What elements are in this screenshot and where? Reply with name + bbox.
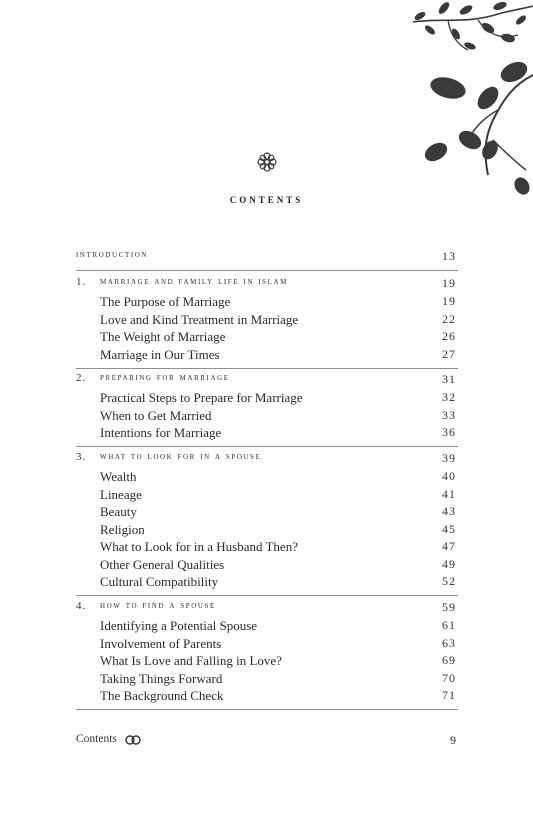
section-divider — [76, 368, 458, 369]
toc-entry-page: 49 — [442, 556, 456, 571]
toc-entry-row — [0, 347, 533, 365]
toc-entry-row — [0, 653, 533, 671]
toc-entry-row — [0, 312, 533, 330]
toc-entry-title: Practical Steps to Prepare for Marriage — [100, 390, 303, 405]
toc-entry-page: 22 — [442, 311, 456, 326]
toc-entry-title: The Background Check — [100, 688, 224, 703]
toc-entry-row — [0, 522, 533, 540]
section-divider — [76, 595, 458, 596]
toc-entry-title: Other General Qualities — [100, 556, 225, 572]
toc-chapter-row — [0, 276, 533, 294]
chapter-title: how to find a spouse — [100, 600, 216, 611]
chapter-number: 2. — [76, 372, 87, 384]
toc-entry-page: 40 — [442, 469, 456, 483]
toc-entry-row — [0, 557, 533, 575]
toc-entry-row — [0, 636, 533, 654]
toc-entry-row — [0, 390, 533, 408]
toc-entry-page: 19 — [442, 294, 456, 308]
toc-entry-title: The Weight of Marriage — [100, 329, 226, 344]
toc-entry-page: 27 — [442, 346, 456, 361]
running-head: Contents — [76, 733, 117, 745]
chapter-title: what to look for in a spouse — [100, 451, 262, 462]
section-divider — [76, 446, 458, 447]
toc-entry-page: 26 — [442, 329, 456, 343]
toc-entry-page: 33 — [442, 407, 456, 422]
toc-entry-title: Religion — [100, 521, 145, 537]
toc-entry-page: 71 — [442, 688, 456, 702]
chapter-page: 31 — [442, 372, 456, 386]
toc-entry-title: Cultural Compatibility — [100, 574, 219, 589]
toc-entry-row — [0, 469, 533, 487]
toc-entry-title: When to Get Married — [100, 407, 212, 423]
section-divider — [76, 270, 458, 271]
chapter-number: 1. — [76, 276, 87, 288]
chapter-title: introduction — [76, 249, 149, 260]
toc-chapter-row — [0, 249, 533, 267]
toc-entry-title: Involvement of Parents — [100, 635, 222, 651]
chapter-number: 3. — [76, 451, 87, 463]
toc-chapter-row — [0, 600, 533, 618]
toc-entry-title: Intentions for Marriage — [100, 425, 222, 440]
toc-entry-row — [0, 329, 533, 347]
page-title: contents — [229, 191, 304, 206]
chapter-page: 59 — [442, 600, 456, 614]
toc-chapter-row — [0, 451, 533, 469]
toc-entry-row — [0, 425, 533, 443]
toc-entry-page: 41 — [442, 486, 456, 501]
toc-entry-row — [0, 408, 533, 426]
chapter-page: 39 — [442, 451, 456, 465]
toc-entry-title: What to Look for in a Husband Then? — [100, 539, 298, 554]
toc-entry-page: 70 — [442, 670, 456, 685]
toc-entry-title: Love and Kind Treatment in Marriage — [100, 311, 299, 327]
toc-entry-title: Wealth — [100, 469, 137, 484]
toc-chapter-row — [0, 372, 533, 390]
chapter-page: 19 — [442, 276, 456, 290]
chapter-page: 13 — [442, 249, 456, 263]
toc-entry-title: Lineage — [100, 486, 142, 502]
toc-entry-page: 61 — [442, 618, 456, 632]
toc-entry-row — [0, 487, 533, 505]
toc-entry-page: 69 — [442, 653, 456, 667]
toc-entry-page: 36 — [442, 425, 456, 439]
toc-entry-row — [0, 671, 533, 689]
chapter-number: 4. — [76, 600, 87, 612]
toc-entry-page: 63 — [442, 635, 456, 650]
toc-entry-title: The Purpose of Marriage — [100, 294, 231, 309]
section-divider — [76, 709, 458, 710]
toc-entry-row — [0, 539, 533, 557]
chapter-title: preparing for marriage — [100, 372, 230, 383]
toc-entry-title: What Is Love and Falling in Love? — [100, 653, 282, 668]
toc-entry-page: 47 — [442, 539, 456, 553]
toc-entry-title: Identifying a Potential Spouse — [100, 618, 258, 633]
toc-entry-row — [0, 688, 533, 706]
toc-entry-page: 43 — [442, 504, 456, 518]
toc-entry-row — [0, 504, 533, 522]
toc-entry-row — [0, 574, 533, 592]
chapter-title: marriage and family life in islam — [100, 276, 288, 287]
toc-entry-row — [0, 294, 533, 312]
toc-entry-title: Beauty — [100, 504, 137, 519]
interlocked-rings-icon — [125, 735, 141, 745]
toc-entry-row — [0, 618, 533, 636]
toc-entry-page: 32 — [442, 390, 456, 404]
toc-entry-page: 52 — [442, 574, 456, 588]
page-number: 9 — [450, 733, 456, 747]
toc-entry-title: Taking Things Forward — [100, 670, 223, 686]
toc-entry-page: 45 — [442, 521, 456, 536]
toc-entry-title: Marriage in Our Times — [100, 346, 220, 362]
